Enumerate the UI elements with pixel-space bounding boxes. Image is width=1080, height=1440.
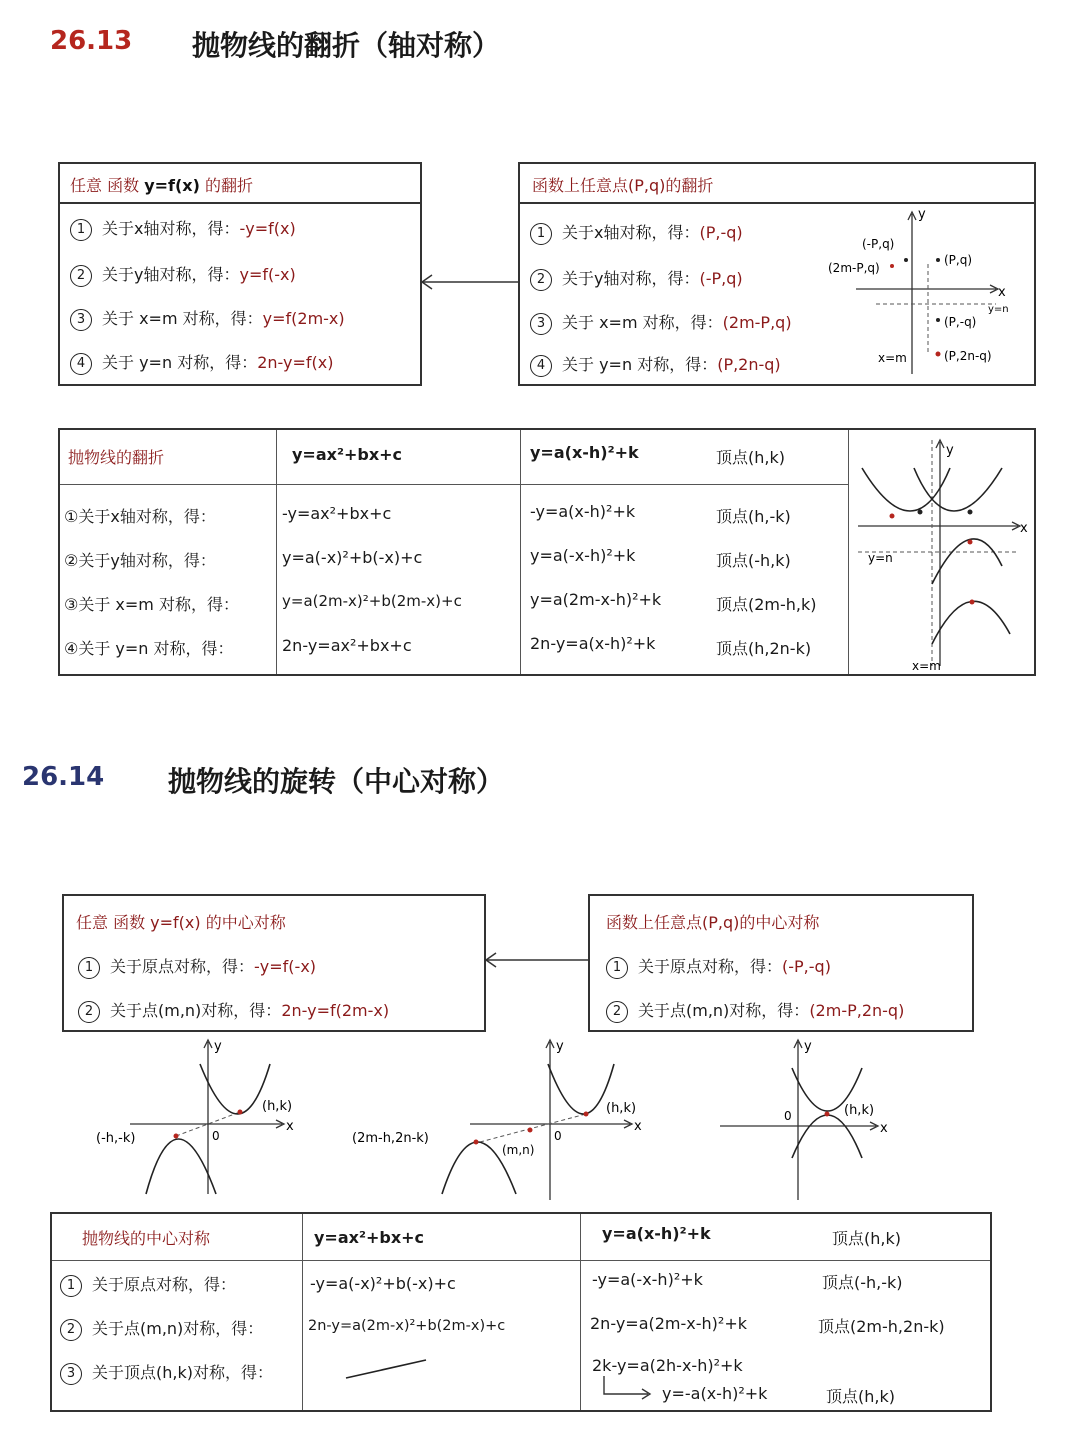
svg-text:y: y [214,1039,222,1054]
graph-y-label: y [918,207,926,222]
svg-text:0: 0 [212,1129,220,1143]
svg-text:(2m-h,2n-k): (2m-h,2n-k) [352,1131,429,1146]
point-fold-graph [826,204,1032,382]
svg-text:y=n: y=n [868,551,893,565]
svg-text:(P,q): (P,q) [944,253,973,267]
svg-text:(-P,q): (-P,q) [862,237,895,251]
graph-xm-label: x=m [878,351,907,365]
svg-text:(m,n): (m,n) [502,1143,535,1157]
function-fold-header: 任意 函数 y=f(x) 的翻折 [60,164,420,204]
svg-text:(h,k): (h,k) [606,1101,637,1116]
central-function-header: 任意 函数 y=f(x) 的中心对称 [76,913,286,932]
svg-text:(-h,-k): (-h,-k) [96,1131,136,1146]
svg-text:y: y [556,1039,564,1054]
fold-parabola-graph [852,434,1032,670]
point-row-1: 1 关于x轴对称，得：(P,-q) [530,220,743,245]
central-parabola-table: 抛物线的中心对称 y=ax²+bx+c y=a(x-h)²+k 顶点(h,k) 1 关于原点对称，得： -y=a(-x)²+b(-x)+c -y=a(-x-h)²+k 顶点(-h,-k) 2 关于点(m,n)对称，得： 2n-y=a(2m-x)²+b(2m-x)+c 2n-y=a(2m-x-h)²+k 顶点(2m-h,2n-k) 3 关于顶点(h,k)对称，得： 2k-y=a(2h-x-h)²+k y=-a(x-h)²+k 顶点(h,k) [50,1212,992,1412]
svg-text:0: 0 [784,1109,792,1123]
central-fn-row-2: 2 关于点(m,n)对称，得：2n-y=f(2m-x) [78,998,389,1023]
svg-text:y: y [946,443,954,458]
point-fold-header: 函数上任意点(P,q)的翻折 [532,176,714,195]
fold-parabola-table: 抛物线的翻折 y=ax²+bx+c y=a(x-h)²+k 顶点(h,k) ①关于x轴对称，得： -y=ax²+bx+c -y=a(x-h)²+k 顶点(h,-k) ②关于y轴对称，得： y=a(-x)²+b(-x)+c y=a(-x-h)²+k 顶点(-h,k) ③关于 x=m 对称，得： y=a(2m-x)²+b(2m-x)+c y=a(2m-x-h)²+k 顶点(2m-h,k) ④关于 y=n 对称，得： 2n-y=ax²+bx+c 2n-y=a(x-h)²+k 顶点(h,2n-k) y x y=n x=m [58,428,1036,676]
svg-text:x: x [286,1119,294,1134]
graph-yn-label: y=n [988,304,1009,315]
central-graph-vertex [716,1034,906,1202]
graph-x-label: x [998,285,1006,300]
table-header-vertex: 顶点(h,k) [716,448,785,467]
fold-row-2: 2 关于y轴对称，得：y=f(-x) [70,262,296,287]
central-fn-row-1: 1 关于原点对称，得：-y=f(-x) [78,954,316,979]
central-symmetry-point-box [588,894,974,1032]
svg-text:x=m: x=m [912,659,941,670]
section-title-rotation: 抛物线的旋转（中心对称） [168,765,505,798]
central-point-header: 函数上任意点(P,q)的中心对称 [606,913,820,932]
arrow-left-icon-2 [482,950,590,970]
point-fold-box [518,162,1036,386]
svg-text:x: x [880,1121,888,1136]
svg-text:y: y [804,1039,812,1054]
arrow-right-icon [598,1374,658,1404]
svg-text:(h,k): (h,k) [844,1103,875,1118]
section-number-26-13: 26.13 [50,26,133,56]
svg-text:0: 0 [554,1129,562,1143]
svg-text:(P,-q): (P,-q) [944,315,977,329]
central-graph-point [350,1034,650,1202]
svg-text:(h,k): (h,k) [262,1099,293,1114]
function-fold-box [58,162,422,386]
point-row-2: 2 关于y轴对称，得：(-P,q) [530,266,743,291]
central-pt-row-2: 2 关于点(m,n)对称，得：(2m-P,2n-q) [606,998,904,1023]
point-row-3: 3 关于 x=m 对称，得：(2m-P,q) [530,310,792,335]
svg-text:(P,2n-q): (P,2n-q) [944,349,992,363]
fold-row-4: 4 关于 y=n 对称，得：2n-y=f(x) [70,350,333,375]
fold-row-1: 1 关于x轴对称，得：-y=f(x) [70,216,296,241]
central-graph-origin [90,1034,320,1198]
central-table-header-label: 抛物线的中心对称 [82,1229,211,1248]
empty-cell-slash [342,1354,432,1384]
svg-text:x: x [634,1119,642,1134]
point-row-4: 4 关于 y=n 对称，得：(P,2n-q) [530,352,781,377]
table-header-vertex-form: y=a(x-h)²+k [530,443,639,462]
section-number-26-14: 26.14 [22,762,105,792]
fold-row-3: 3 关于 x=m 对称，得：y=f(2m-x) [70,306,345,331]
table-header-standard: y=ax²+bx+c [292,445,403,464]
svg-text:(2m-P,q): (2m-P,q) [828,261,880,275]
central-pt-row-1: 1 关于原点对称，得：(-P,-q) [606,954,831,979]
svg-text:x: x [1020,521,1028,536]
arrow-left-icon [418,272,520,292]
table-header-label: 抛物线的翻折 [68,448,165,467]
section-title-fold: 抛物线的翻折（轴对称） [192,29,501,62]
central-symmetry-function-box [62,894,486,1032]
